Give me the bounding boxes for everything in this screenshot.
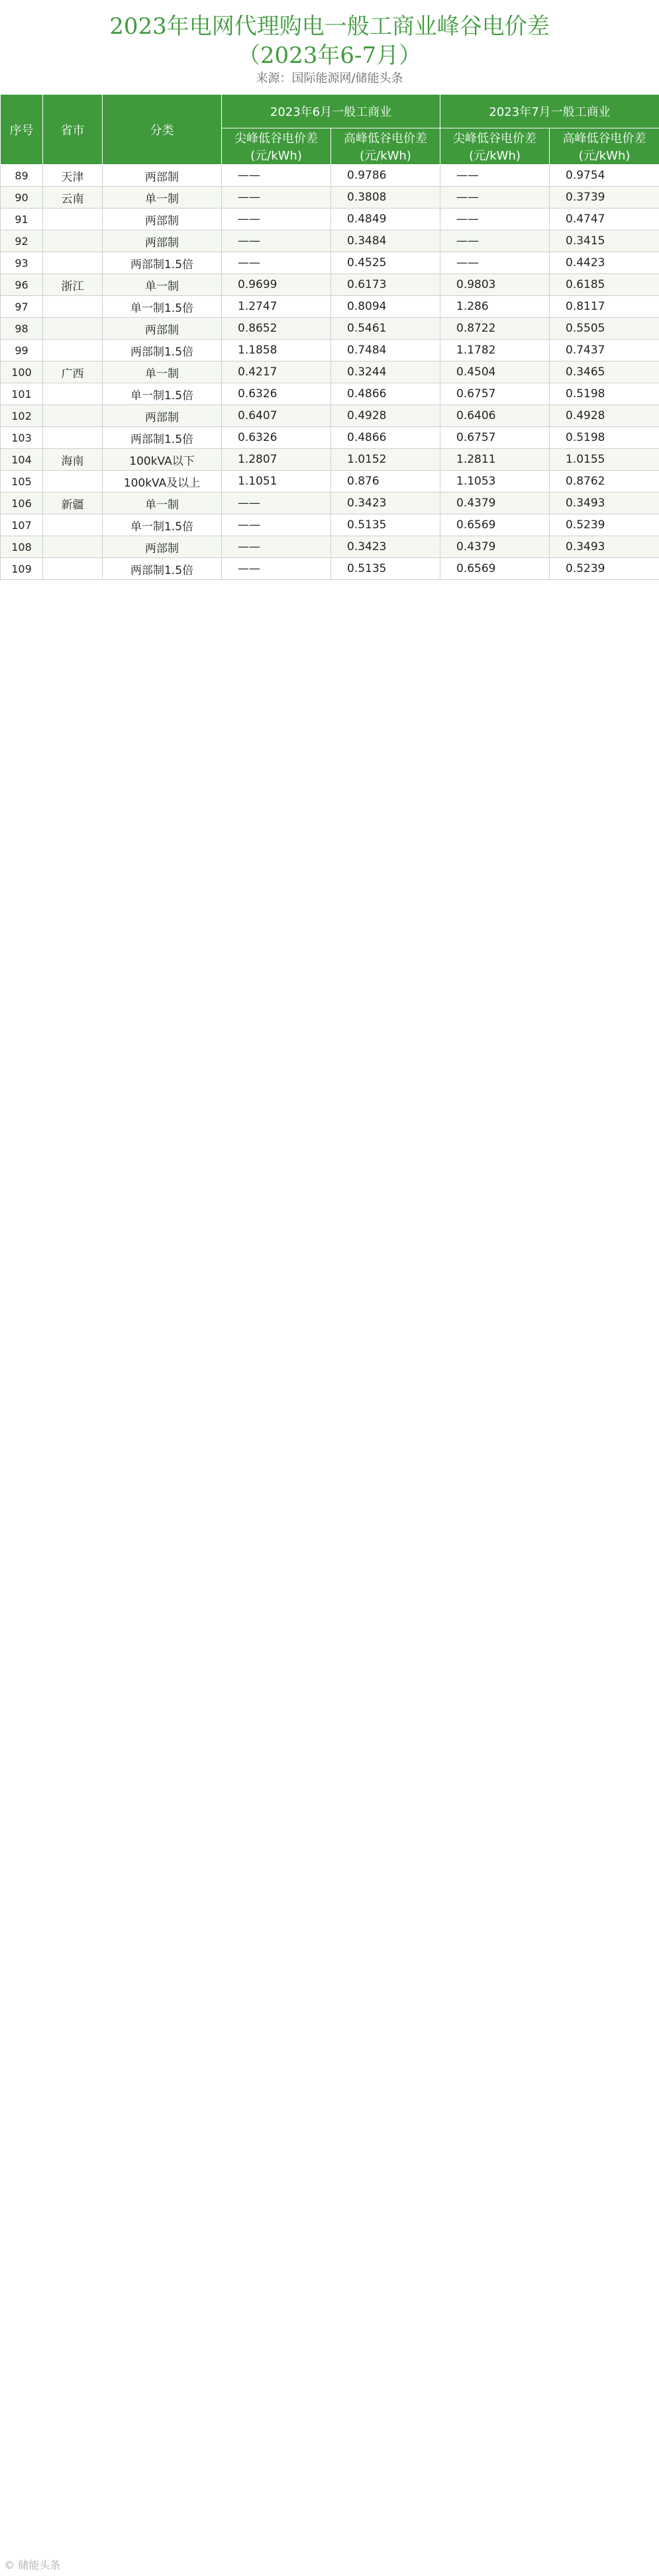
table-row <box>1 558 659 580</box>
table-row <box>1 252 659 274</box>
cell-june-peak: 1.2807 <box>222 449 331 471</box>
cell-june-peak: 1.2747 <box>222 296 331 318</box>
table-row <box>1 274 659 296</box>
cell-june-peak: —— <box>222 187 331 209</box>
cell-july-peak: 0.9803 <box>440 274 550 296</box>
cell-province <box>43 471 103 493</box>
cell-seq: 92 <box>1 230 43 252</box>
header-category: 分类 <box>103 95 222 165</box>
cell-category: 单一制1.5倍 <box>103 514 222 536</box>
cell-category: 两部制 <box>103 209 222 230</box>
cell-july-peak: 0.6757 <box>440 427 550 449</box>
cell-category: 两部制 <box>103 318 222 340</box>
cell-july-high: 0.3739 <box>550 187 659 209</box>
cell-category: 单一制1.5倍 <box>103 383 222 405</box>
cell-july-peak: 0.6569 <box>440 558 550 580</box>
cell-july-peak: 1.286 <box>440 296 550 318</box>
cell-july-peak: 0.6569 <box>440 514 550 536</box>
cell-seq: 101 <box>1 383 43 405</box>
table-row <box>1 449 659 471</box>
cell-seq: 91 <box>1 209 43 230</box>
cell-july-peak: 0.4504 <box>440 361 550 383</box>
cell-province <box>43 558 103 580</box>
cell-july-peak: 0.4379 <box>440 536 550 558</box>
table-row <box>1 514 659 536</box>
table-row <box>1 536 659 558</box>
cell-june-peak: 0.6326 <box>222 427 331 449</box>
cell-july-peak: —— <box>440 252 550 274</box>
cell-july-peak: 0.6406 <box>440 405 550 427</box>
cell-july-high: 0.5198 <box>550 427 659 449</box>
cell-june-peak: 0.6326 <box>222 383 331 405</box>
cell-june-high: 0.4928 <box>331 405 440 427</box>
cell-seq: 96 <box>1 274 43 296</box>
table-row <box>1 383 659 405</box>
cell-july-high: 0.3493 <box>550 536 659 558</box>
cell-category: 单一制 <box>103 361 222 383</box>
cell-province <box>43 230 103 252</box>
cell-june-peak: —— <box>222 230 331 252</box>
table-row <box>1 361 659 383</box>
cell-june-peak: —— <box>222 558 331 580</box>
cell-province <box>43 536 103 558</box>
cell-category: 两部制 <box>103 165 222 187</box>
table-row <box>1 209 659 230</box>
cell-june-peak: 1.1051 <box>222 471 331 493</box>
cell-july-high: 0.8117 <box>550 296 659 318</box>
cell-june-high: 0.5135 <box>331 514 440 536</box>
cell-province: 海南 <box>43 449 103 471</box>
cell-category: 两部制 <box>103 230 222 252</box>
cell-seq: 103 <box>1 427 43 449</box>
cell-july-high: 0.9754 <box>550 165 659 187</box>
cell-july-high: 0.4423 <box>550 252 659 274</box>
cell-seq: 100 <box>1 361 43 383</box>
header-province: 省市 <box>43 95 103 165</box>
cell-july-high: 0.5239 <box>550 514 659 536</box>
cell-june-high: 0.7484 <box>331 340 440 361</box>
cell-june-peak: —— <box>222 536 331 558</box>
cell-july-high: 0.3493 <box>550 493 659 514</box>
page-title: 2023年电网代理购电一般工商业峰谷电价差 <box>109 13 550 40</box>
cell-june-high: 1.0152 <box>331 449 440 471</box>
cell-province <box>43 405 103 427</box>
cell-category: 单一制 <box>103 187 222 209</box>
cell-province <box>43 340 103 361</box>
cell-july-peak: —— <box>440 187 550 209</box>
cell-seq: 99 <box>1 340 43 361</box>
cell-category: 100kVA及以上 <box>103 471 222 493</box>
cell-seq: 108 <box>1 536 43 558</box>
cell-june-peak: 0.9699 <box>222 274 331 296</box>
title-block <box>0 0 659 94</box>
cell-seq: 104 <box>1 449 43 471</box>
cell-category: 两部制 <box>103 405 222 427</box>
cell-june-peak: 0.4217 <box>222 361 331 383</box>
source-note: 来源：国际能源网/储能头条 <box>256 72 403 85</box>
table-row <box>1 427 659 449</box>
cell-june-high: 0.9786 <box>331 165 440 187</box>
header-june-high: 高峰低谷电价差 (元/kWh) <box>331 128 440 165</box>
cell-june-high: 0.3808 <box>331 187 440 209</box>
cell-category: 两部制1.5倍 <box>103 427 222 449</box>
page-subtitle: （2023年6-7月） <box>237 42 422 69</box>
cell-july-high: 0.5239 <box>550 558 659 580</box>
table-row <box>1 318 659 340</box>
table-row <box>1 230 659 252</box>
cell-category: 两部制1.5倍 <box>103 252 222 274</box>
cell-july-high: 0.7437 <box>550 340 659 361</box>
cell-seq: 89 <box>1 165 43 187</box>
cell-july-peak: 1.1053 <box>440 471 550 493</box>
cell-june-peak: —— <box>222 514 331 536</box>
cell-june-high: 0.3244 <box>331 361 440 383</box>
cell-july-high: 0.5198 <box>550 383 659 405</box>
cell-june-high: 0.8094 <box>331 296 440 318</box>
cell-seq: 93 <box>1 252 43 274</box>
cell-seq: 102 <box>1 405 43 427</box>
cell-june-peak: 1.1858 <box>222 340 331 361</box>
header-seq: 序号 <box>1 95 43 165</box>
cell-july-high: 1.0155 <box>550 449 659 471</box>
cell-june-high: 0.3423 <box>331 536 440 558</box>
cell-category: 两部制1.5倍 <box>103 340 222 361</box>
cell-june-peak: —— <box>222 209 331 230</box>
cell-june-peak: —— <box>222 165 331 187</box>
cell-category: 两部制 <box>103 536 222 558</box>
cell-july-peak: 1.1782 <box>440 340 550 361</box>
cell-category: 单一制 <box>103 493 222 514</box>
cell-july-high: 0.5505 <box>550 318 659 340</box>
cell-july-peak: —— <box>440 209 550 230</box>
cell-province <box>43 514 103 536</box>
cell-june-high: 0.876 <box>331 471 440 493</box>
cell-july-high: 0.8762 <box>550 471 659 493</box>
cell-june-peak: —— <box>222 493 331 514</box>
cell-july-high: 0.3465 <box>550 361 659 383</box>
table-row <box>1 471 659 493</box>
cell-province: 天津 <box>43 165 103 187</box>
price-table <box>0 94 659 580</box>
cell-june-high: 0.3423 <box>331 493 440 514</box>
cell-province <box>43 427 103 449</box>
cell-june-high: 0.5461 <box>331 318 440 340</box>
table-row <box>1 405 659 427</box>
cell-july-high: 0.3415 <box>550 230 659 252</box>
header-july-high: 高峰低谷电价差 (元/kWh) <box>550 128 659 165</box>
cell-seq: 106 <box>1 493 43 514</box>
cell-june-peak: 0.6407 <box>222 405 331 427</box>
table-row <box>1 187 659 209</box>
cell-june-high: 0.3484 <box>331 230 440 252</box>
cell-province <box>43 383 103 405</box>
cell-seq: 105 <box>1 471 43 493</box>
cell-july-peak: —— <box>440 165 550 187</box>
table-row <box>1 493 659 514</box>
cell-seq: 109 <box>1 558 43 580</box>
cell-july-peak: 0.4379 <box>440 493 550 514</box>
table-row <box>1 165 659 187</box>
cell-july-high: 0.4928 <box>550 405 659 427</box>
cell-category: 单一制1.5倍 <box>103 296 222 318</box>
header-june: 2023年6月一般工商业 <box>222 95 440 128</box>
cell-province <box>43 296 103 318</box>
cell-province <box>43 252 103 274</box>
cell-july-peak: —— <box>440 230 550 252</box>
cell-category: 单一制 <box>103 274 222 296</box>
cell-june-high: 0.4866 <box>331 383 440 405</box>
cell-seq: 98 <box>1 318 43 340</box>
cell-june-high: 0.5135 <box>331 558 440 580</box>
cell-province <box>43 318 103 340</box>
cell-seq: 90 <box>1 187 43 209</box>
cell-july-peak: 1.2811 <box>440 449 550 471</box>
cell-june-high: 0.4849 <box>331 209 440 230</box>
cell-province: 广西 <box>43 361 103 383</box>
cell-seq: 107 <box>1 514 43 536</box>
header-july: 2023年7月一般工商业 <box>440 95 659 128</box>
watermark: © 储能头条 <box>4 2559 61 2571</box>
cell-province <box>43 209 103 230</box>
cell-province: 浙江 <box>43 274 103 296</box>
header-june-peak: 尖峰低谷电价差 (元/kWh) <box>222 128 331 165</box>
table-row <box>1 296 659 318</box>
table-body <box>1 165 659 580</box>
header-row-1 <box>1 95 659 128</box>
cell-june-high: 0.4525 <box>331 252 440 274</box>
table-row <box>1 340 659 361</box>
cell-seq: 97 <box>1 296 43 318</box>
cell-june-high: 0.4866 <box>331 427 440 449</box>
cell-june-peak: 0.8652 <box>222 318 331 340</box>
cell-province: 云南 <box>43 187 103 209</box>
cell-category: 100kVA以下 <box>103 449 222 471</box>
cell-june-high: 0.6173 <box>331 274 440 296</box>
cell-category: 两部制1.5倍 <box>103 558 222 580</box>
cell-province: 新疆 <box>43 493 103 514</box>
header-july-peak: 尖峰低谷电价差 (元/kWh) <box>440 128 550 165</box>
cell-july-high: 0.6185 <box>550 274 659 296</box>
cell-july-peak: 0.6757 <box>440 383 550 405</box>
cell-july-peak: 0.8722 <box>440 318 550 340</box>
cell-july-high: 0.4747 <box>550 209 659 230</box>
cell-june-peak: —— <box>222 252 331 274</box>
